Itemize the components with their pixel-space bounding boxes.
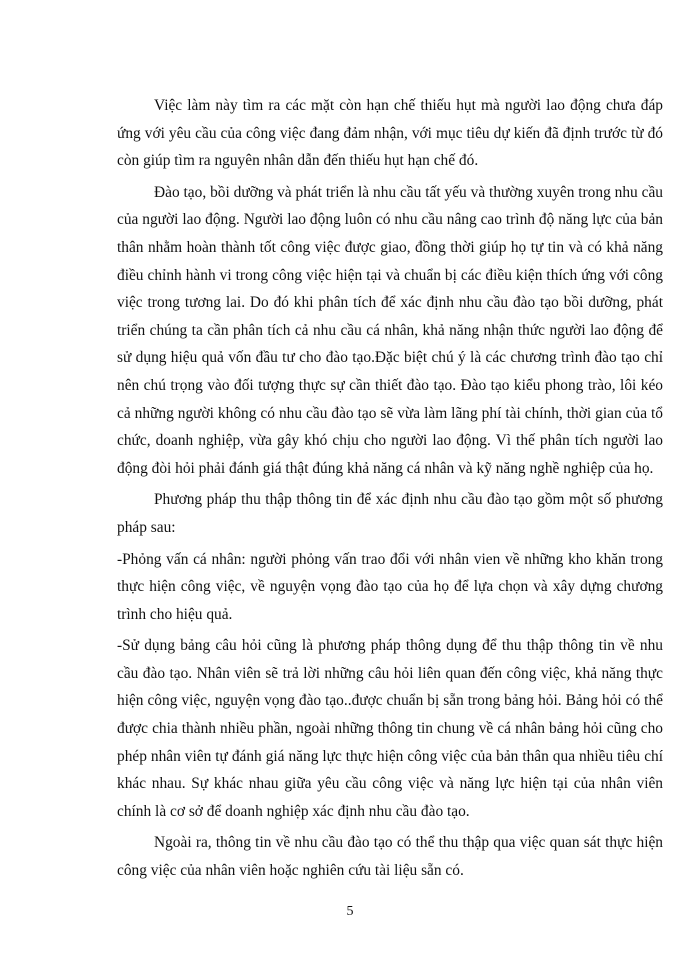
paragraph-identify-shortcomings: Việc làm này tìm ra các mặt còn hạn chế thiếu hụt mà người lao động chưa đáp ứng với yêu cầu của công việc đang đảm nhận, với mục tiêu dự kiến đã định trước từ đó còn giúp tìm ra nguyên nhân dẫn đến thiếu hụt hạn chế đó. [117, 97, 663, 170]
paragraph-methods-intro: Phương pháp thu thập thông tin để xác định nhu cầu đào tạo gồm một số phương pháp sau: [117, 491, 663, 536]
paragraph-interview-method: -Phỏng vấn cá nhân: người phỏng vấn trao đổi với nhân vien về những kho khăn trong thực hiện công việc, về nguyện vọng đào tạo của họ để lựa chọn và xây dựng chương trình cho hiệu quả. [117, 550, 663, 623]
paragraph-observation-method: Ngoài ra, thông tin về nhu cầu đào tạo có thể thu thập qua việc quan sát thực hiện công việc của nhân viên hoặc nghiên cứu tài liệu sẵn có. [117, 834, 663, 880]
page-number: 5 [346, 904, 354, 919]
paragraph-training-needs: Đào tạo, bồi dưỡng và phát triển là nhu cầu tất yếu và thường xuyên trong nhu cầu của người lao động. Người lao động luôn có nhu cầu nâng cao trình độ năng lực của bản thân nhằm hoàn thành tốt công việc được giao, đồng thời giúp họ tự tin và có khả năng điều chỉnh hành vi trong công việc hiện tại và chuẩn bị các điều kiện thích ứng với công việc trong tương lai. Do đó khi phân tích để xác định nhu cầu đào tạo bồi dưỡng, phát triển chúng ta cần phân tích cả nhu cầu cá nhân, khả năng nhận thức người lao động để sử dụng hiệu quả vốn đầu tư cho đào tạo.Đặc biệt chú ý là các chương trình đào tạo chỉ nên chú trọng vào đối tượng thực sự cần thiết đào tạo. Đào tạo kiểu phong trào, lôi kéo cả những người không có nhu cầu đào tạo sẽ vừa làm lãng phí tài chính, thời gian của tổ chức, doanh nghiệp, vừa gây khó chịu cho người lao động. Vì thế phân tích người lao động đòi hỏi phải đánh giá thật đúng khả năng cá nhân và kỹ năng nghề nghiệp của họ. [117, 183, 663, 477]
paragraph-questionnaire-method: -Sử dụng bảng câu hỏi cũng là phương pháp thông dụng để thu thập thông tin về nhu cầu đào tạo. Nhân viên sẽ trả lời những câu hỏi liên quan đến công việc, khả năng thực hiện công việc, nguyện vọng đào tạo..được chuẩn bị sẵn trong bảng hỏi. Bảng hỏi có thể được chia thành nhiều phần, ngoài những thông tin chung về cá nhân bảng hỏi cũng cho phép nhân viên tự đánh giá năng lực thực hiện công việc của bản thân qua nhiều tiêu chí khác nhau. Sự khác nhau giữa yêu cầu công việc và năng lực hiện tại của nhân viên chính là cơ sở để doanh nghiệp xác định nhu cầu đào tạo. [117, 637, 663, 820]
document-body [117, 92, 663, 889]
